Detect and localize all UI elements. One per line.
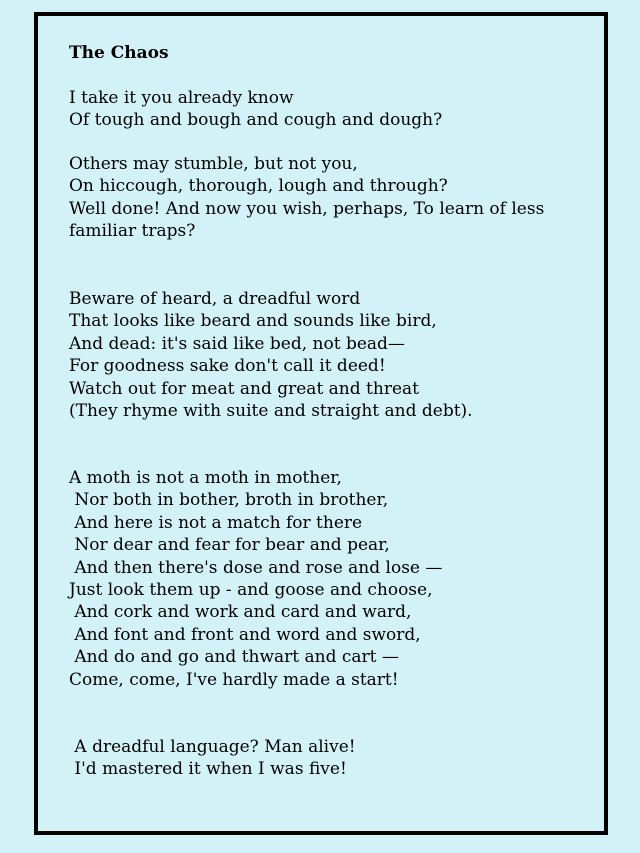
poem-line: Come, come, I've hardly made a start! xyxy=(69,669,399,690)
poem-line: Others may stumble, but not you, xyxy=(69,154,358,174)
poem-line: I take it you already know xyxy=(69,88,294,108)
poem-line: Beware of heard, a dreadful word xyxy=(69,289,361,309)
poem-line: familiar traps? xyxy=(69,221,196,242)
poem-line: I'd mastered it when I was five! xyxy=(69,759,347,780)
stanza-2 xyxy=(69,153,544,243)
poem-line: And cork and work and card and ward, xyxy=(69,602,412,623)
poem-line: For goodness sake don't call it deed! xyxy=(69,356,386,377)
stanza-5 xyxy=(69,736,356,781)
poem-line: Well done! And now you wish, perhaps, To learn of less xyxy=(69,198,545,219)
poem-line: Watch out for meat and great and threat xyxy=(69,378,419,399)
poem-line: Nor dear and fear for bear and pear, xyxy=(69,535,390,556)
poem-line: And here is not a match for there xyxy=(69,512,363,533)
poem-line: A dreadful language? Man alive! xyxy=(69,737,356,757)
poem-line: And then there's dose and rose and lose — xyxy=(69,557,443,578)
poem-line: On hiccough, thorough, lough and through? xyxy=(69,176,448,197)
poem-line: Of tough and bough and cough and dough? xyxy=(69,110,443,131)
stanza-1 xyxy=(69,87,442,132)
poem-line: Nor both in bother, broth in brother, xyxy=(69,490,389,511)
poem-line: A moth is not a moth in mother, xyxy=(69,468,342,488)
poem-line: And font and front and word and sword, xyxy=(69,624,421,645)
poem-frame xyxy=(34,12,608,835)
poem-line: (They rhyme with suite and straight and debt). xyxy=(69,401,473,422)
stanza-4 xyxy=(69,467,442,691)
poem-line: Just look them up - and goose and choose, xyxy=(69,580,433,601)
stanza-3 xyxy=(69,288,473,422)
poem-title: The Chaos xyxy=(69,43,169,63)
poem-line: That looks like beard and sounds like bird, xyxy=(69,311,437,332)
poem-line: And dead: it's said like bed, not bead— xyxy=(69,333,405,354)
poem-line: And do and go and thwart and cart — xyxy=(69,647,399,668)
